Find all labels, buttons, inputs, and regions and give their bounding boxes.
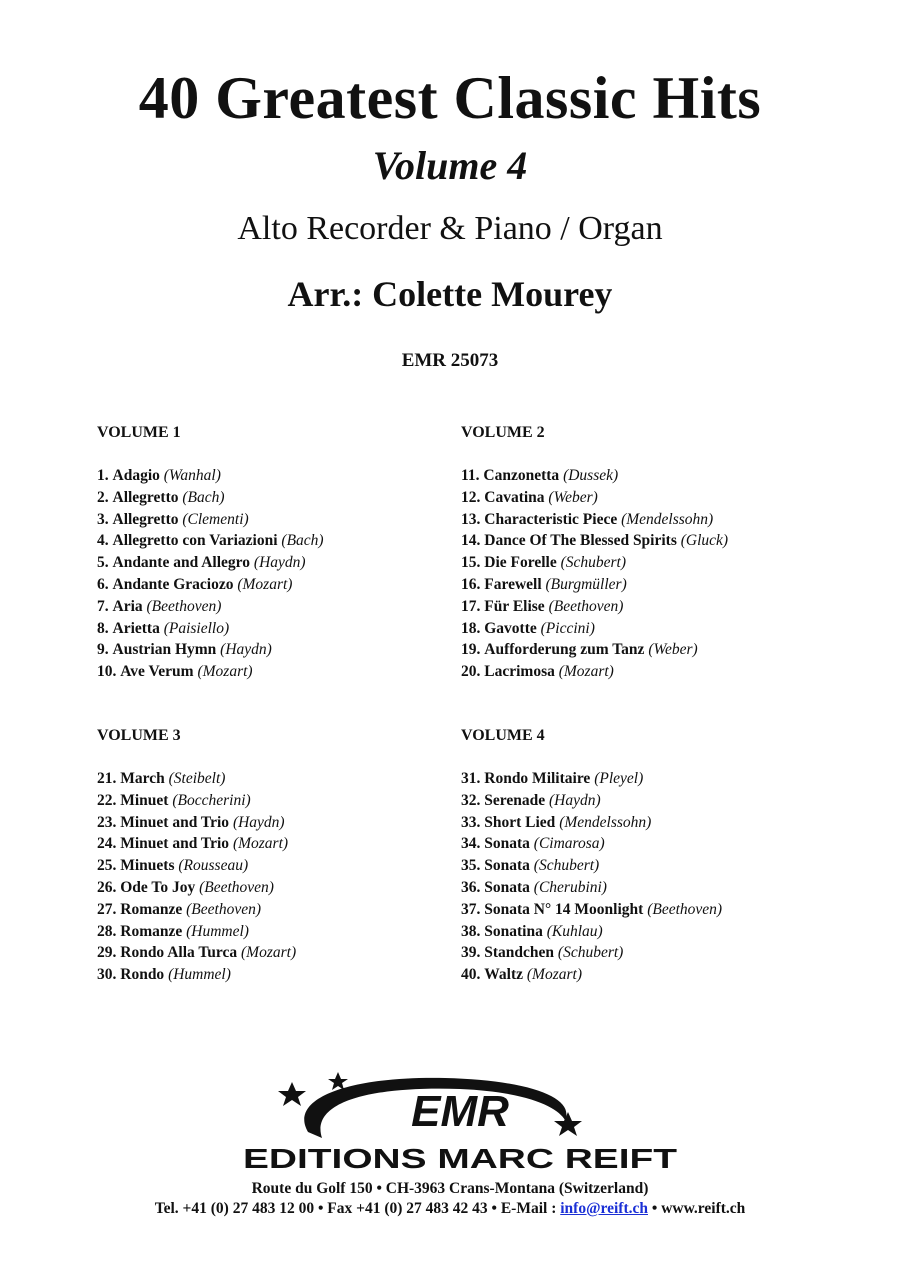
publisher-name: EDITIONS MARC REIFT: [243, 1143, 677, 1174]
piece-entry: [461, 833, 861, 855]
piece-entry: [97, 639, 497, 661]
piece-composer: (Beethoven): [548, 597, 624, 615]
piece-number: 28.: [97, 922, 117, 940]
star-icon: [278, 1082, 306, 1106]
piece-number: 9.: [97, 641, 109, 659]
piece-number: 7.: [97, 597, 109, 615]
piece-title: Die Forelle: [484, 554, 557, 572]
piece-number: 6.: [97, 575, 109, 593]
piece-title: Austrian Hymn: [112, 641, 217, 659]
piece-entry: [461, 552, 861, 574]
piece-composer: (Rousseau): [178, 857, 249, 875]
piece-number: 17.: [461, 597, 481, 615]
piece-number: 19.: [461, 641, 481, 659]
piece-title: Sonata: [484, 857, 530, 875]
piece-title: Canzonetta: [483, 467, 560, 484]
email-link[interactable]: info@reift.ch: [560, 1200, 648, 1217]
piece-number: 1.: [97, 467, 109, 484]
volume-3-section: [97, 726, 497, 986]
piece-composer: (Weber): [648, 641, 698, 659]
piece-title: Waltz: [484, 966, 523, 984]
piece-entry: [461, 530, 861, 552]
piece-composer: (Bach): [182, 488, 225, 506]
piece-title: Short Lied: [484, 813, 556, 831]
piece-entry: [461, 877, 861, 899]
piece-title: Sonata N° 14 Moonlight: [484, 900, 644, 918]
piece-title: Romanze: [120, 922, 183, 940]
piece-composer: (Piccini): [540, 619, 595, 637]
phone-number: Tel. +41 (0) 27 483 12 00: [154, 1200, 315, 1217]
separator-bullet: •: [651, 1200, 662, 1217]
emr-logo: [230, 1068, 690, 1174]
piece-entry: [461, 574, 861, 596]
piece-number: 11.: [461, 467, 480, 484]
piece-title: Minuet: [120, 791, 169, 809]
piece-composer: (Burgmüller): [545, 575, 627, 593]
piece-composer: (Hummel): [168, 966, 231, 984]
piece-title: Lacrimosa: [484, 663, 555, 681]
instrumentation: Alto Recorder & Piano / Organ: [237, 210, 663, 247]
piece-title: Minuets: [120, 857, 175, 875]
piece-entry: [97, 921, 497, 943]
piece-title: Minuet and Trio: [120, 813, 230, 831]
arranger: Arr.: Colette Mourey: [287, 274, 613, 314]
piece-entry: [461, 465, 861, 487]
piece-composer: (Beethoven): [199, 878, 274, 896]
piece-entry: [97, 465, 497, 487]
piece-title: Standchen: [484, 944, 555, 962]
piece-number: 20.: [461, 663, 481, 681]
piece-number: 30.: [97, 966, 117, 984]
piece-number: 3.: [97, 510, 109, 528]
piece-entry: [461, 942, 861, 964]
piece-composer: (Schubert): [560, 554, 626, 572]
volume-heading: VOLUME 3: [97, 727, 181, 744]
piece-number: 13.: [461, 510, 481, 528]
piece-composer: (Haydn): [232, 813, 285, 831]
piece-composer: (Schubert): [533, 857, 600, 875]
piece-title: Sonata: [484, 878, 530, 896]
piece-number: 37.: [461, 900, 481, 918]
piece-number: 22.: [97, 791, 117, 809]
piece-composer: (Dussek): [563, 467, 619, 484]
piece-number: 35.: [461, 857, 481, 875]
piece-title: Allegretto: [112, 488, 179, 506]
piece-entry: [97, 509, 497, 531]
piece-title: Romanze: [120, 900, 183, 918]
piece-title: Aria: [112, 597, 143, 615]
volume-heading: VOLUME 2: [461, 424, 545, 441]
piece-number: 24.: [97, 835, 117, 853]
piece-composer: (Mendelssohn): [621, 510, 714, 528]
piece-title: Rondo Militaire: [484, 770, 591, 787]
piece-number: 8.: [97, 619, 109, 637]
piece-title: Rondo Alla Turca: [120, 944, 238, 962]
fax-number: Fax +41 (0) 27 483 42 43: [327, 1200, 488, 1217]
piece-composer: (Clementi): [182, 510, 249, 528]
piece-composer: (Haydn): [548, 791, 601, 809]
piece-list: [461, 768, 861, 986]
piece-composer: (Mozart): [237, 575, 293, 593]
piece-title: Sonatina: [484, 922, 543, 940]
piece-title: Dance Of The Blessed Spirits: [484, 532, 677, 550]
piece-composer: (Beethoven): [647, 900, 723, 918]
piece-title: Serenade: [484, 791, 546, 809]
piece-number: 15.: [461, 554, 481, 572]
piece-entry: [461, 639, 861, 661]
piece-composer: (Gluck): [680, 532, 729, 550]
piece-composer: (Beethoven): [186, 900, 261, 918]
piece-entry: [461, 899, 861, 921]
piece-composer: (Mozart): [558, 663, 614, 681]
piece-list: [97, 465, 497, 683]
piece-composer: (Haydn): [220, 641, 272, 659]
star-icon: [328, 1072, 348, 1090]
piece-number: 40.: [461, 966, 481, 984]
piece-title: Minuet and Trio: [120, 835, 230, 853]
piece-entry: [97, 812, 497, 834]
volume-heading: VOLUME 1: [97, 424, 181, 441]
piece-entry: [97, 552, 497, 574]
piece-composer: (Mozart): [232, 835, 289, 853]
piece-composer: (Boccherini): [172, 791, 251, 809]
piece-composer: (Pleyel): [594, 770, 644, 787]
piece-title: Gavotte: [484, 619, 537, 637]
piece-number: 18.: [461, 619, 481, 637]
piece-composer: (Cimarosa): [533, 835, 605, 853]
piece-entry: [461, 768, 861, 790]
piece-title: Allegretto con Variazioni: [112, 532, 278, 550]
piece-composer: (Kuhlau): [546, 922, 603, 940]
piece-number: 31.: [461, 770, 481, 787]
piece-number: 5.: [97, 554, 109, 572]
piece-entry: [97, 487, 497, 509]
piece-composer: (Hummel): [186, 922, 249, 940]
separator-bullet: •: [491, 1200, 501, 1217]
piece-title: Ode To Joy: [120, 878, 196, 896]
piece-title: Cavatina: [484, 488, 545, 506]
piece-number: 16.: [461, 575, 481, 593]
piece-number: 38.: [461, 922, 481, 940]
piece-number: 27.: [97, 900, 117, 918]
piece-composer: (Mozart): [526, 966, 582, 984]
piece-entry: [461, 812, 861, 834]
piece-title: Ave Verum: [120, 663, 194, 681]
piece-title: Rondo: [120, 966, 165, 984]
volume-2-section: [461, 423, 861, 683]
page-subtitle: Volume 4: [372, 143, 528, 188]
piece-number: 34.: [461, 835, 481, 853]
piece-entry: [97, 833, 497, 855]
piece-composer: (Weber): [548, 488, 598, 506]
piece-composer: (Mendelssohn): [559, 813, 652, 831]
piece-entry: [97, 877, 497, 899]
piece-entry: [97, 790, 497, 812]
piece-entry: [461, 661, 861, 683]
piece-title: Aufforderung zum Tanz: [484, 641, 645, 659]
piece-number: 26.: [97, 878, 117, 896]
piece-composer: (Cherubini): [533, 878, 607, 896]
piece-title: Für Elise: [484, 597, 545, 615]
piece-title: Characteristic Piece: [484, 510, 618, 528]
piece-number: 29.: [97, 944, 117, 962]
piece-entry: [97, 596, 497, 618]
piece-title: Allegretto: [112, 510, 179, 528]
logo-emr-text: EMR: [411, 1087, 509, 1136]
piece-entry: [97, 618, 497, 640]
piece-number: 36.: [461, 878, 481, 896]
piece-number: 39.: [461, 944, 481, 962]
email-label: E-Mail :: [500, 1200, 557, 1217]
piece-entry: [97, 964, 497, 986]
volume-4-section: [461, 726, 861, 986]
piece-entry: [461, 921, 861, 943]
catalog-number: EMR 25073: [401, 350, 499, 371]
piece-entry: [97, 661, 497, 683]
piece-entry: [461, 790, 861, 812]
piece-list: [461, 465, 861, 683]
piece-list: [97, 768, 497, 986]
piece-entry: [97, 574, 497, 596]
volume-1-section: [97, 423, 497, 683]
publisher-address: Route du Golf 150 • CH-3963 Crans-Montana (Switzerland): [251, 1180, 649, 1197]
piece-number: 10.: [97, 663, 117, 681]
volume-heading: VOLUME 4: [461, 727, 545, 744]
page-title: 40 Greatest Classic Hits: [138, 65, 762, 131]
piece-entry: [461, 509, 861, 531]
piece-entry: [97, 942, 497, 964]
piece-entry: [97, 530, 497, 552]
piece-title: Andante and Allegro: [112, 554, 251, 572]
piece-number: 12.: [461, 488, 481, 506]
piece-number: 14.: [461, 532, 481, 550]
piece-entry: [461, 487, 861, 509]
piece-number: 21.: [97, 770, 117, 787]
piece-entry: [461, 596, 861, 618]
piece-title: Sonata: [484, 835, 530, 853]
piece-title: Andante Graciozo: [112, 575, 234, 593]
piece-composer: (Bach): [281, 532, 324, 550]
piece-entry: [97, 899, 497, 921]
piece-title: Arietta: [112, 619, 160, 637]
piece-composer: (Mozart): [241, 944, 297, 962]
piece-composer: (Schubert): [557, 944, 624, 962]
piece-composer: (Steibelt): [168, 770, 226, 787]
piece-entry: [97, 855, 497, 877]
piece-entry: [461, 855, 861, 877]
piece-title: March: [120, 770, 165, 787]
piece-title: Farewell: [484, 575, 542, 593]
separator-bullet: •: [317, 1200, 328, 1217]
piece-number: 32.: [461, 791, 481, 809]
piece-entry: [461, 618, 861, 640]
piece-number: 4.: [97, 532, 109, 550]
piece-number: 2.: [97, 488, 109, 506]
piece-composer: (Paisiello): [163, 619, 230, 637]
piece-title: Adagio: [112, 467, 160, 484]
piece-composer: (Haydn): [253, 554, 306, 572]
piece-number: 23.: [97, 813, 117, 831]
piece-composer: (Beethoven): [146, 597, 222, 615]
piece-entry: [461, 964, 861, 986]
piece-composer: (Mozart): [197, 663, 253, 681]
website: www.reift.ch: [661, 1200, 746, 1217]
star-icon: [554, 1112, 582, 1136]
piece-entry: [97, 768, 497, 790]
publisher-contact: [0, 1198, 900, 1220]
piece-number: 33.: [461, 813, 481, 831]
piece-number: 25.: [97, 857, 117, 875]
piece-composer: (Wanhal): [163, 467, 221, 484]
